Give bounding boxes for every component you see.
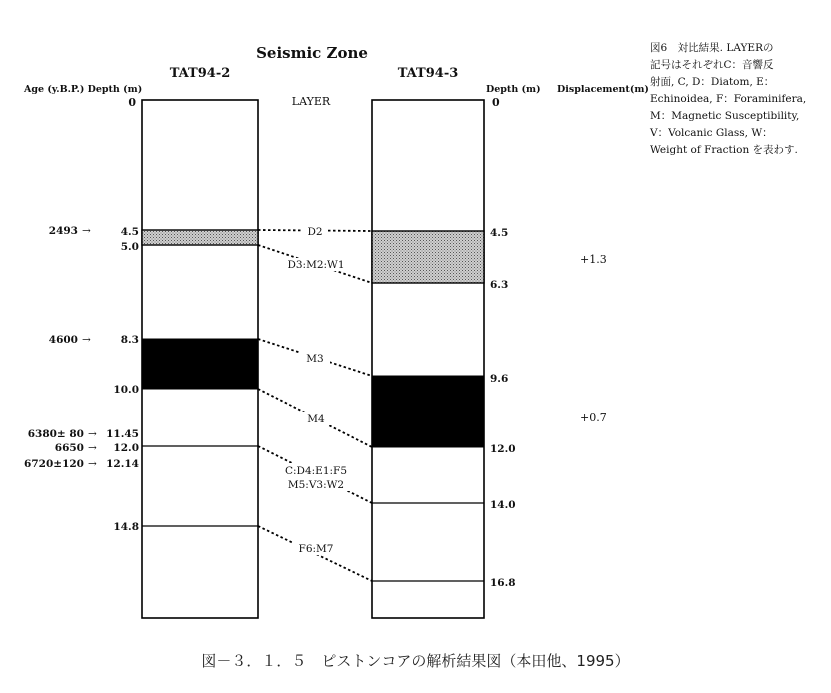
arrow-icon: →	[82, 334, 91, 346]
correlation-labels	[282, 225, 350, 555]
age-label: 6380± 80	[27, 428, 84, 440]
correlation-label-d3: D3:M2:W1	[287, 259, 345, 271]
right-depth-label: 9.6	[490, 373, 509, 385]
legend-note-line: V：Volcanic Glass, W：	[650, 127, 773, 139]
legend-note-line: 記号はそれぞれC：音響反	[650, 59, 774, 71]
arrow-icon: →	[88, 442, 97, 454]
left-depth-label: 4.5	[120, 226, 139, 238]
right-depth-label: 14.0	[490, 499, 516, 511]
right-black-band	[372, 376, 484, 447]
left-depth-label: 12.14	[106, 458, 139, 470]
correlation-label-f6: F6:M7	[298, 543, 334, 555]
core-right-name: TAT94-3	[397, 66, 459, 81]
arrow-icon: →	[88, 458, 97, 470]
core-left-column	[142, 100, 258, 618]
layer-header: LAYER	[291, 95, 331, 108]
core-left-name: TAT94-2	[169, 66, 231, 81]
age-label: 4600	[48, 334, 78, 346]
displacement-upper: +1.3	[580, 253, 607, 266]
left-depth-label: 12.0	[113, 442, 139, 454]
age-label: 6720±120	[24, 458, 84, 470]
legend-note-line: M：Magnetic Susceptibility,	[650, 110, 800, 122]
left-depth-label: 10.0	[113, 384, 139, 396]
diagram-title: Seismic Zone	[256, 44, 368, 62]
figure-caption: 図－３．１．５ ピストンコアの解析結果図（本田他、1995）	[201, 652, 630, 670]
correlation-label-d2: D2	[307, 226, 323, 238]
left-depth-labels	[106, 226, 139, 533]
left-top-depth: 0	[128, 96, 136, 109]
correlation-lines	[258, 230, 372, 581]
legend-note-line: Weight of Fraction を表わす.	[650, 144, 798, 156]
core-right-column	[372, 100, 484, 618]
left-black-band	[142, 339, 258, 389]
legend-note	[650, 40, 825, 159]
right-top-depth: 0	[492, 96, 500, 109]
arrow-icon: →	[88, 428, 97, 440]
right-depth-label: 4.5	[490, 227, 509, 239]
right-depth-label: 16.8	[490, 577, 516, 589]
age-label: 2493	[48, 225, 78, 237]
left-depth-label: 5.0	[120, 241, 139, 253]
right-depth-label: 6.3	[490, 279, 509, 291]
correlation-label-c-line2: M5:V3:W2	[287, 479, 345, 491]
right-core-outline	[372, 100, 484, 618]
correlation-label-m3: M3	[306, 353, 324, 365]
correlation-label-m4: M4	[307, 413, 325, 425]
left-depth-label: 8.3	[120, 334, 139, 346]
left-depth-label: 14.8	[113, 521, 139, 533]
age-label: 6650	[54, 442, 84, 454]
displacement-lower: +0.7	[580, 411, 607, 424]
right-depth-labels	[490, 227, 516, 589]
correlation-label-c: C:D4:E1:F5	[284, 465, 348, 477]
displacement-header: Displacement(m)	[557, 84, 649, 95]
legend-note-line: 図6 対比結果. LAYERの	[650, 42, 774, 54]
right-depth-label: 12.0	[490, 443, 516, 455]
legend-note-line: 射面, C, D：Diatom, E：	[650, 76, 775, 88]
age-depth-header: Age (y.B.P.) Depth (m)	[24, 84, 143, 95]
left-dotted-band	[142, 230, 258, 245]
arrow-icon: →	[82, 225, 91, 237]
depth-right-header: Depth (m)	[486, 84, 541, 95]
left-depth-label: 11.45	[106, 428, 139, 440]
legend-note-line: Echinoidea, F：Foraminifera,	[650, 93, 807, 105]
right-dotted-band	[372, 231, 484, 283]
left-age-labels	[24, 225, 97, 470]
